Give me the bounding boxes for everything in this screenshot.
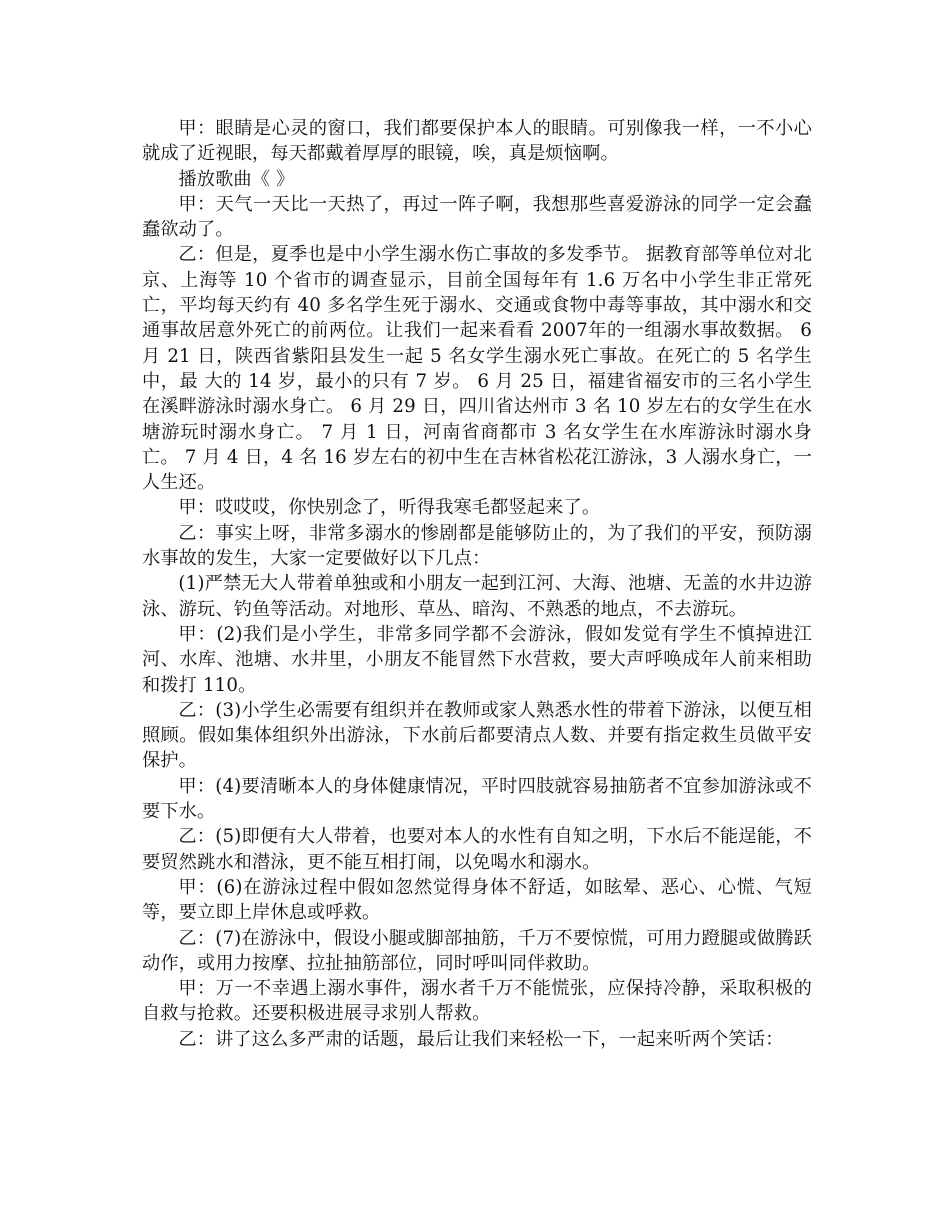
paragraph-self-rescue: 甲：万一不幸遇上溺水事件，溺水者千万不能慌张，应保持冷静，采取积极的自救与抢救。还要积极进展寻求别人帮救。 <box>142 978 812 1025</box>
paragraph-rule-3: 乙：(3)小学生必需要有组织并在教师或家人熟悉水性的带着下游泳，以便互相照顾。假如集体组织外出游泳，下水前后都要清点人数、并要有指定救生员做平安保护。 <box>142 699 812 772</box>
paragraph-rule-7: 乙：(7)在游泳中，假设小腿或脚部抽筋，千万不要惊慌，可用力蹬腿或做腾跃动作，或用力按摩、拉扯抽筋部位，同时呼叫同伴救助。 <box>142 927 812 974</box>
paragraph-rule-6: 甲：(6)在游泳过程中假如忽然觉得身体不舒适，如眩晕、恶心、心慌、气短等，要立即上岸休息或呼救。 <box>142 876 812 924</box>
paragraph-rule-2: 甲：(2)我们是小学生，非常多同学都不会游泳，假如发觉有学生不慎掉进江河、水库、池塘、水井里，小朋友不能冒然下水营救，要大声呼唤成年人前来相助和拨打 110。 <box>142 623 812 696</box>
paragraph-stop-reading: 甲：哎哎哎，你快别念了，听得我寒毛都竖起来了。 <box>178 497 601 519</box>
paragraph-weather: 甲：天气一天比一天热了，再过一阵子啊，我想那些喜爱游泳的同学一定会蠢蠢欲动了。 <box>142 193 812 241</box>
document-page <box>142 116 812 1052</box>
paragraph-drowning-stats: 乙：但是，夏季也是中小学生溺水伤亡事故的多发季节。 据教育部等单位对北京、上海等 10 个省市的调查显示，目前全国每年有 1.6 万名中小学生非正常死亡，平均每天约有 40 多名学生死于溺水、交通或食物中毒等事故，其中溺水和交通事故居意外死亡的前两位。让我们一起来看看 2007年的一组溺水事故数据。 6 月 21 日，陕西省紫阳县发生一起 5 名女学生溺水死亡事故。在死亡的 5 名学生中，最 大的 14 岁，最小的只有 7 岁。 6 月 25 日，福建省福安市的三名小学生在溪畔游泳时溺水身亡。 6 月 29 日，四川省达州市 3 名 10 岁左右的女学生在水塘游玩时溺水身亡。 7 月 1 日，河南省商都市 3 名女学生在水库游泳时溺水身亡。 7 月 4 日，4 名 16 岁左右的初中生在吉林省松花江游泳，3 人溺水身亡，一人生还。 <box>142 244 812 494</box>
paragraph-play-song: 播放歌曲《 》 <box>178 168 295 190</box>
paragraph-rule-4: 甲：(4)要清晰本人的身体健康情况，平时四肢就容易抽筋者不宜参加游泳或不要下水。 <box>142 775 812 823</box>
paragraph-jokes-intro: 乙：讲了这么多严肃的话题，最后让我们来轻松一下，一起来听两个笑话： <box>178 1028 784 1050</box>
paragraph-rule-1: (1)严禁无大人带着单独或和小朋友一起到江河、大海、池塘、无盖的水井边游泳、游玩、钓鱼等活动。对地形、草丛、暗沟、不熟悉的地点，不去游玩。 <box>142 573 812 620</box>
paragraph-eyes: 甲：眼睛是心灵的窗口，我们都要保护本人的眼睛。可别像我一样，一不小心就成了近视眼，每天都戴着厚厚的眼镜，唉，真是烦恼啊。 <box>142 118 812 165</box>
paragraph-prevention-intro: 乙：事实上呀，非常多溺水的惨剧都是能够防止的，为了我们的平安，预防溺水事故的发生，大家一定要做好以下几点： <box>142 522 812 570</box>
paragraph-rule-5: 乙：(5)即便有大人带着，也要对本人的水性有自知之明，下水后不能逞能，不要贸然跳水和潜泳，更不能互相打闹，以免喝水和溺水。 <box>142 826 812 873</box>
